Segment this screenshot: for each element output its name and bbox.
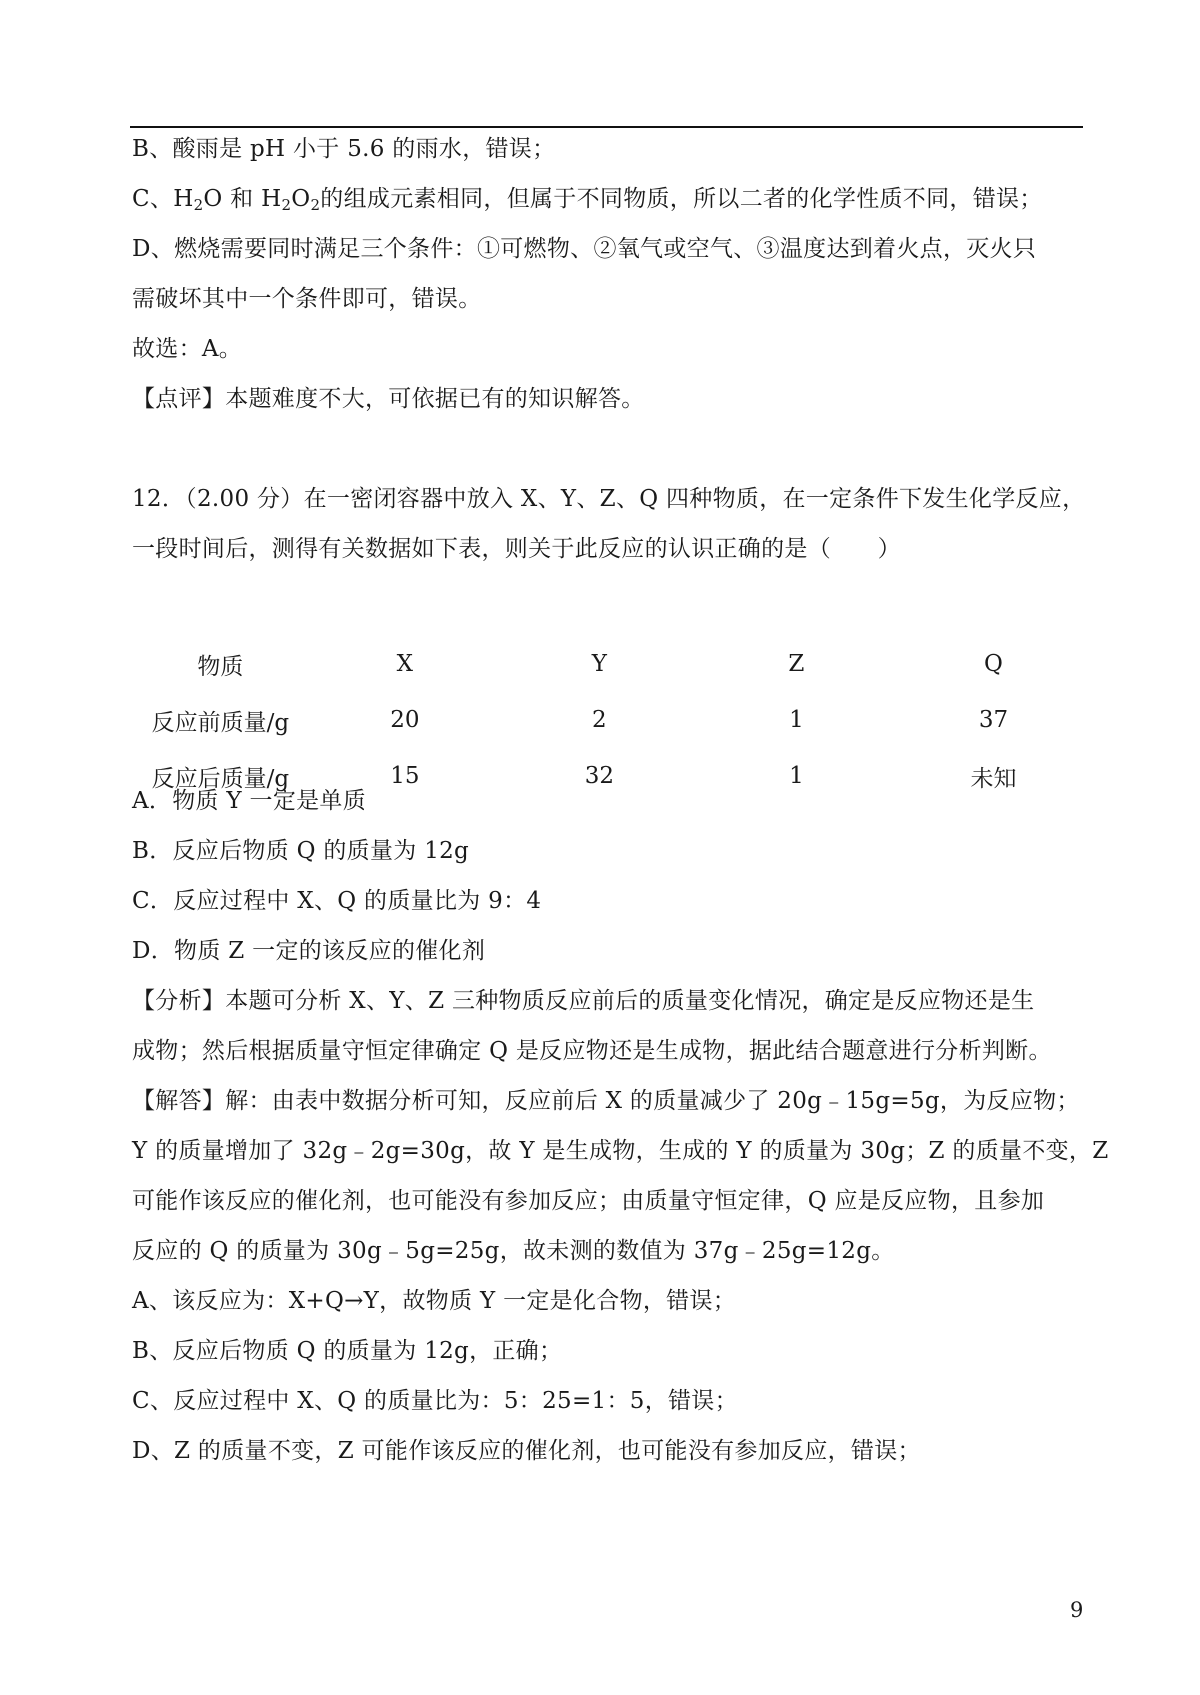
subscript: 2 (281, 196, 292, 214)
option-c: C．反应过程中 X、Q 的质量比为 9：4 (132, 888, 542, 914)
table-cell: 32 (584, 763, 614, 789)
data-table (132, 636, 1092, 804)
table-header-cell: X (396, 651, 414, 677)
text-line: D、燃烧需要同时满足三个条件：①可燃物、②氧气或空气、③温度达到着火点，灭火只 (132, 236, 1037, 262)
option-b: B．反应后物质 Q 的质量为 12g (132, 838, 470, 864)
subscript: 2 (193, 196, 204, 214)
answer-line: C、反应过程中 X、Q 的质量比为：5：25=1：5，错误； (132, 1388, 738, 1414)
table-cell: 1 (789, 763, 804, 789)
table-header-cell: Q (984, 651, 1003, 677)
table-header-cell: Y (591, 651, 607, 677)
answer-line: D、Z 的质量不变，Z 可能作该反应的催化剂，也可能没有参加反应，错误； (132, 1438, 921, 1464)
header-rule (130, 126, 1083, 128)
analysis-line: 【分析】本题可分析 X、Y、Z 三种物质反应前后的质量变化情况，确定是反应物还是生 (132, 988, 1035, 1014)
table-cell: 37 (978, 707, 1009, 733)
text-line (132, 184, 1043, 214)
table-cell: 未知 (970, 765, 1017, 792)
option-d: D．物质 Z 一定的该反应的催化剂 (132, 938, 486, 964)
answer-line: 可能作该反应的催化剂，也可能没有参加反应；由质量守恒定律，Q 应是反应物，且参加 (132, 1188, 1045, 1214)
table-cell: 15 (390, 763, 420, 789)
answer-line: B、反应后物质 Q 的质量为 12g，正确； (132, 1338, 563, 1364)
subscript: 2 (310, 196, 321, 214)
table-header-cell: 物质 (197, 653, 244, 680)
comment-line: 【点评】本题难度不大，可依据已有的知识解答。 (132, 386, 645, 412)
text-line: 故选：A。 (132, 336, 243, 362)
option-a: A．物质 Y 一定是单质 (132, 788, 367, 814)
table-cell: 反应前质量/g (151, 709, 290, 736)
text-fragment: O (291, 186, 311, 212)
table-row (132, 692, 1092, 748)
question-stem: 一段时间后，测得有关数据如下表，则关于此反应的认识正确的是（ ） (132, 536, 901, 562)
table-cell: 1 (789, 707, 804, 733)
question-stem: 12．（2.00 分）在一密闭容器中放入 X、Y、Z、Q 四种物质，在一定条件下发生化学反应， (132, 486, 1086, 512)
table-header-row (132, 636, 1092, 692)
table-cell: 2 (592, 707, 607, 733)
table-cell: 20 (390, 707, 420, 733)
text-fragment: C、H (132, 186, 194, 212)
text-fragment: 的组成元素相同，但属于不同物质，所以二者的化学性质不同，错误； (320, 186, 1043, 212)
answer-line: 反应的 Q 的质量为 30g﹣5g=25g，故未测的数值为 37g﹣25g=12g。 (132, 1238, 895, 1264)
answer-line: 【解答】解：由表中数据分析可知，反应前后 X 的质量减少了 20g﹣15g=5g，为反应物； (132, 1088, 1080, 1114)
table-header-cell: Z (788, 651, 805, 677)
page-number: 9 (1070, 1598, 1084, 1622)
analysis-line: 成物；然后根据质量守恒定律确定 Q 是反应物还是生成物，据此结合题意进行分析判断。 (132, 1038, 1052, 1064)
text-line: B、酸雨是 pH 小于 5.6 的雨水，错误； (132, 136, 556, 162)
answer-line: A、该反应为：X+Q→Y，故物质 Y 一定是化合物，错误； (132, 1288, 737, 1314)
text-line: 需破坏其中一个条件即可，错误。 (132, 286, 482, 312)
text-fragment: O 和 H (203, 186, 282, 212)
table-cell: 反应后质量/g (151, 765, 290, 792)
answer-line: Y 的质量增加了 32g﹣2g=30g，故 Y 是生成物，生成的 Y 的质量为 30g；Z 的质量不变，Z (132, 1138, 1109, 1164)
